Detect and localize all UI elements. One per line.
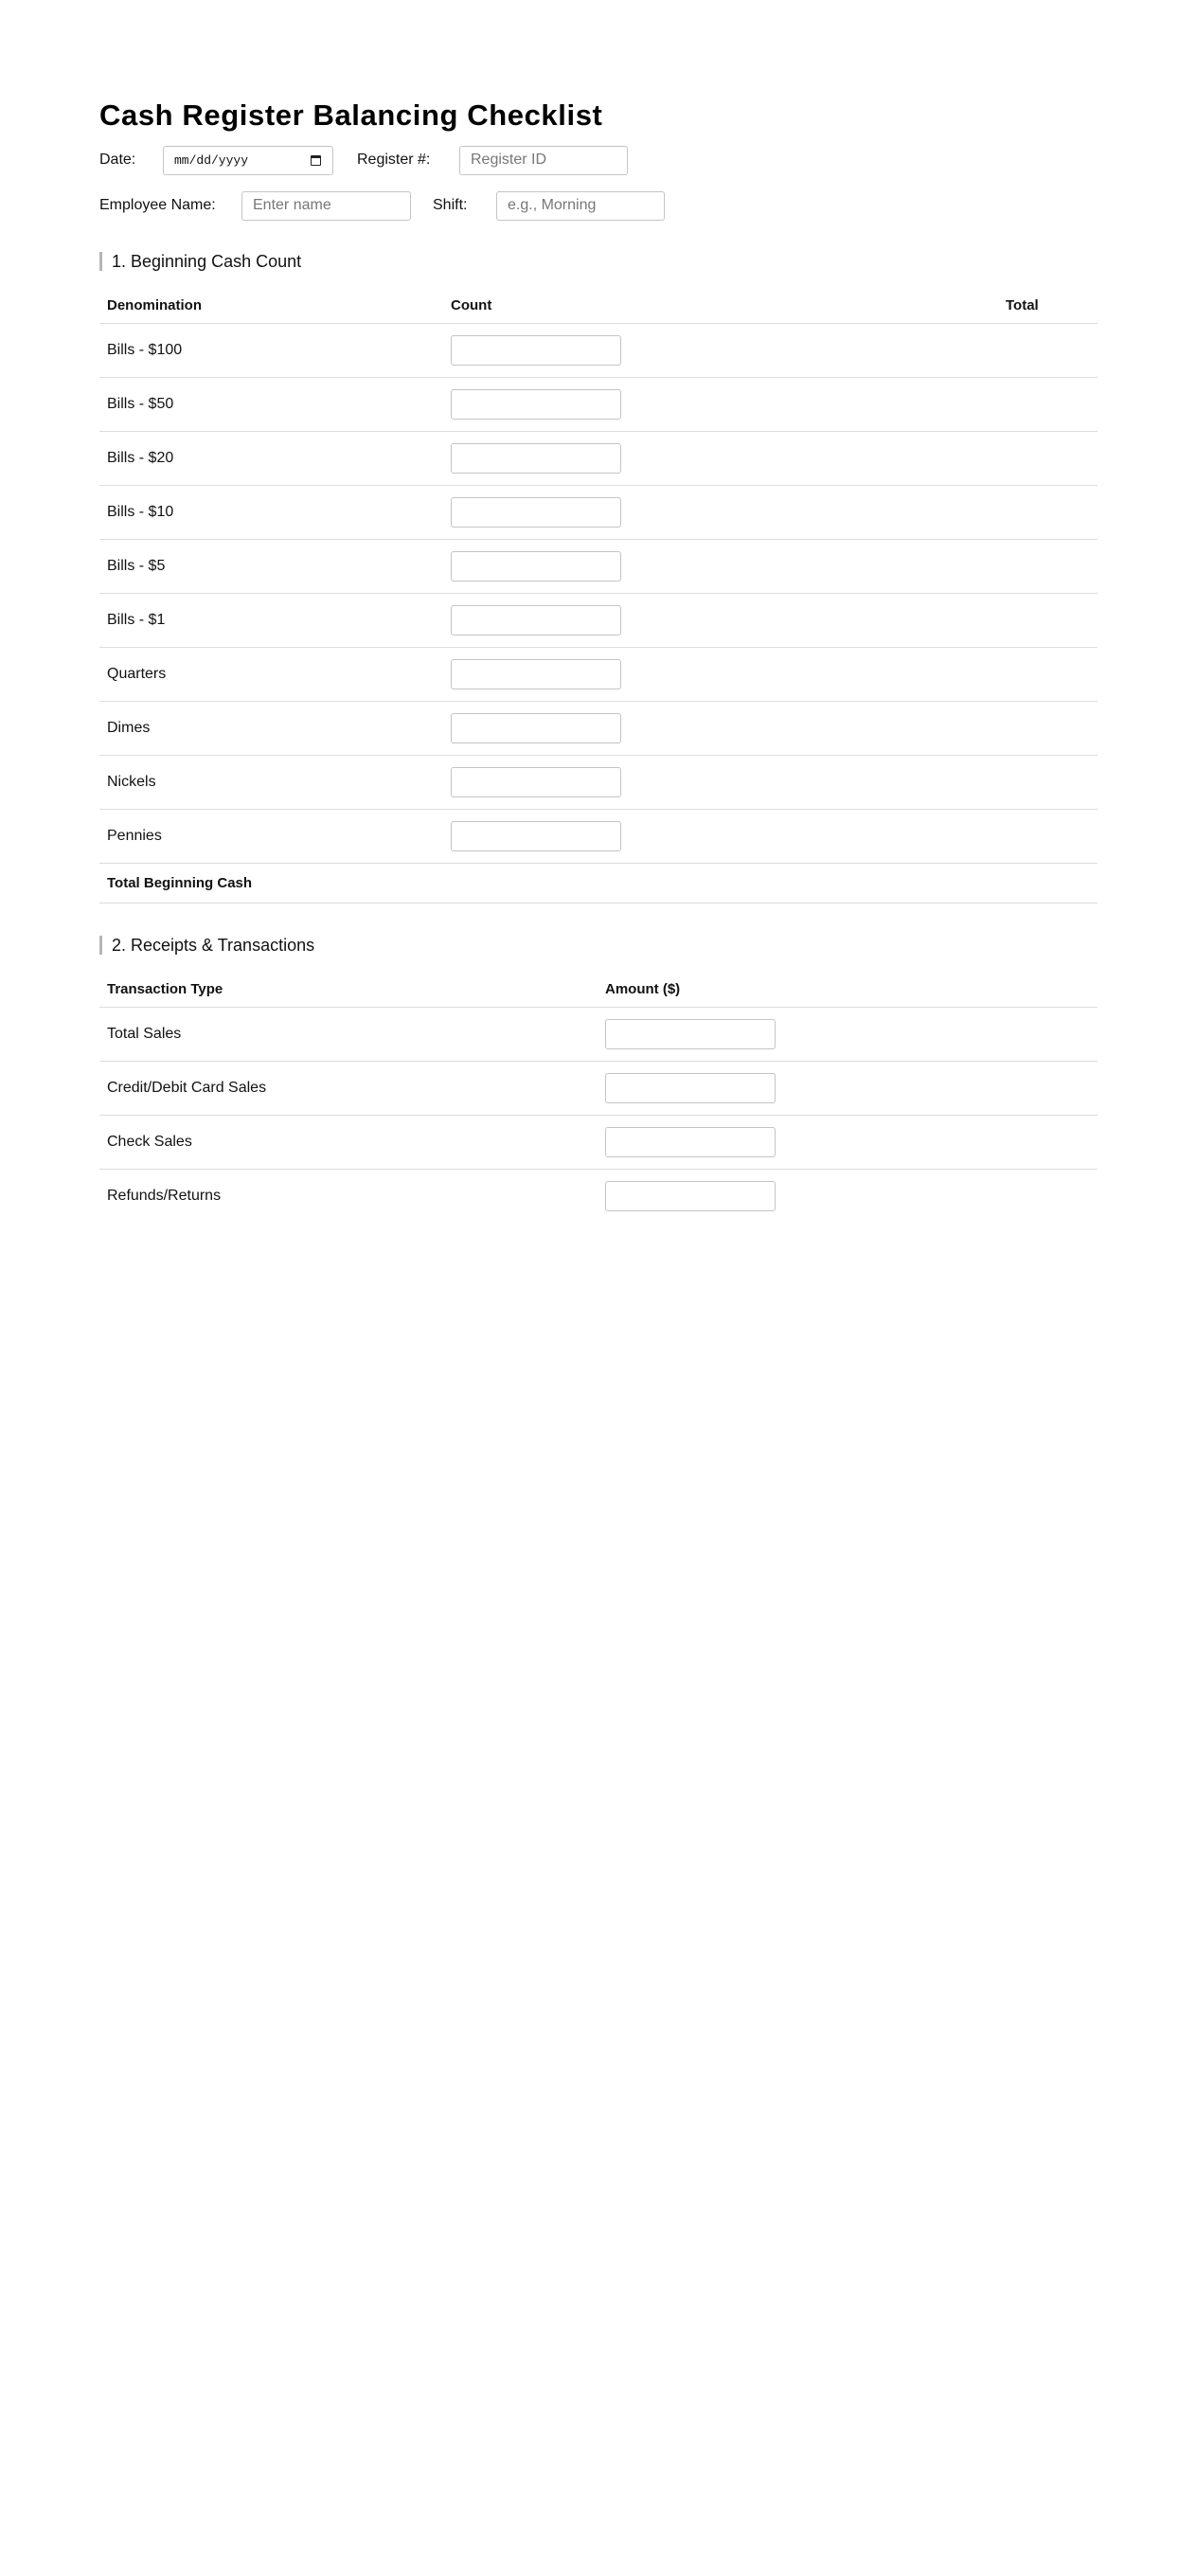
date-label: Date: xyxy=(99,152,136,168)
amount-input-total-sales[interactable] xyxy=(605,1019,776,1049)
table-row xyxy=(99,594,1098,648)
amount-input-refunds[interactable] xyxy=(605,1181,776,1211)
amount-input-card-sales[interactable] xyxy=(605,1073,776,1103)
denomination-label: Pennies xyxy=(99,810,443,864)
transaction-type-label: Check Sales xyxy=(99,1116,598,1170)
count-input-bills-20[interactable] xyxy=(451,443,621,474)
employee-name-input[interactable] xyxy=(241,191,411,221)
table-row xyxy=(99,486,1098,540)
table-row xyxy=(99,1008,1098,1062)
beginning-cash-table xyxy=(99,288,1098,903)
total-beginning-cash-row xyxy=(99,864,1098,903)
column-header-amount: Amount ($) xyxy=(598,972,1098,1008)
register-id-input[interactable] xyxy=(459,146,628,175)
column-header-count: Count xyxy=(443,288,998,324)
register-label: Register #: xyxy=(357,152,431,168)
count-input-bills-50[interactable] xyxy=(451,389,621,420)
row-total xyxy=(998,756,1098,810)
denomination-label: Nickels xyxy=(99,756,443,810)
table-row xyxy=(99,756,1098,810)
row-total xyxy=(998,594,1098,648)
count-input-bills-5[interactable] xyxy=(451,551,621,581)
row-total xyxy=(998,432,1098,486)
table-row xyxy=(99,540,1098,594)
table-row xyxy=(99,1062,1098,1116)
section-heading-receipts: 2. Receipts & Transactions xyxy=(99,936,1098,955)
employee-name-label: Employee Name: xyxy=(99,197,216,213)
column-header-transaction-type: Transaction Type xyxy=(99,972,598,1008)
count-input-bills-10[interactable] xyxy=(451,497,621,528)
table-row xyxy=(99,1116,1098,1170)
table-row xyxy=(99,432,1098,486)
amount-input-check-sales[interactable] xyxy=(605,1127,776,1157)
header-form-row-2 xyxy=(99,190,1098,221)
count-input-bills-1[interactable] xyxy=(451,605,621,635)
table-row xyxy=(99,378,1098,432)
date-field[interactable] xyxy=(163,146,333,175)
denomination-label: Quarters xyxy=(99,648,443,702)
total-beginning-cash-label: Total Beginning Cash xyxy=(99,864,443,903)
denomination-label: Bills - $20 xyxy=(99,432,443,486)
column-header-total: Total xyxy=(998,288,1098,324)
table-header-row xyxy=(99,288,1098,324)
shift-input[interactable] xyxy=(496,191,665,221)
denomination-label: Dimes xyxy=(99,702,443,756)
date-format-placeholder: mm/dd/yyyy xyxy=(174,152,249,168)
header-form-row-1 xyxy=(99,145,1098,175)
transaction-type-label: Credit/Debit Card Sales xyxy=(99,1062,598,1116)
denomination-label: Bills - $100 xyxy=(99,324,443,378)
denomination-label: Bills - $10 xyxy=(99,486,443,540)
count-input-bills-100[interactable] xyxy=(451,335,621,366)
row-total xyxy=(998,486,1098,540)
page-title: Cash Register Balancing Checklist xyxy=(99,98,603,132)
row-total xyxy=(998,810,1098,864)
denomination-label: Bills - $5 xyxy=(99,540,443,594)
checklist-page xyxy=(99,0,1098,1223)
total-beginning-cash-value xyxy=(998,864,1098,903)
shift-label: Shift: xyxy=(433,197,468,213)
row-total xyxy=(998,378,1098,432)
row-total xyxy=(998,702,1098,756)
count-input-quarters[interactable] xyxy=(451,659,621,689)
calendar-icon[interactable] xyxy=(311,155,321,166)
receipts-table xyxy=(99,972,1098,1223)
column-header-denomination: Denomination xyxy=(99,288,443,324)
table-row xyxy=(99,1170,1098,1224)
count-input-nickels[interactable] xyxy=(451,767,621,797)
table-row xyxy=(99,324,1098,378)
count-input-pennies[interactable] xyxy=(451,821,621,851)
table-row xyxy=(99,702,1098,756)
table-row xyxy=(99,648,1098,702)
table-row xyxy=(99,810,1098,864)
row-total xyxy=(998,540,1098,594)
count-input-dimes[interactable] xyxy=(451,713,621,743)
section-heading-beginning-cash: 1. Beginning Cash Count xyxy=(99,252,1098,271)
denomination-label: Bills - $1 xyxy=(99,594,443,648)
table-header-row xyxy=(99,972,1098,1008)
transaction-type-label: Total Sales xyxy=(99,1008,598,1062)
row-total xyxy=(998,324,1098,378)
row-total xyxy=(998,648,1098,702)
denomination-label: Bills - $50 xyxy=(99,378,443,432)
transaction-type-label: Refunds/Returns xyxy=(107,1188,222,1204)
